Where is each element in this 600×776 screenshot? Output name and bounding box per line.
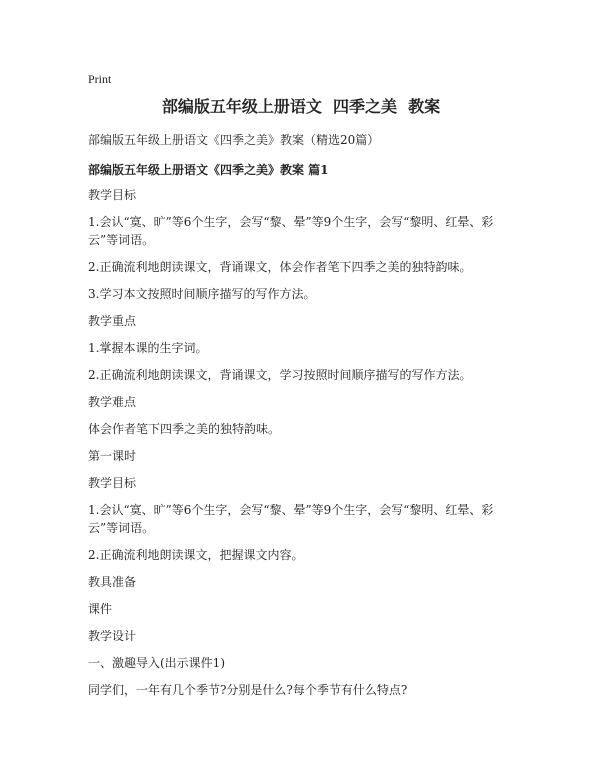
document-title: 部编版五年级上册语文 四季之美 教案 bbox=[161, 97, 441, 116]
paragraph-materials-label: 教具准备 bbox=[88, 575, 137, 589]
paragraph-goal-3: 3.学习本文按照时间顺序描写的写作方法。 bbox=[88, 287, 316, 301]
paragraph-key-points-label: 教学重点 bbox=[88, 314, 137, 328]
paragraph-lesson-goal-2: 2.正确流利地朗读课文，把握课文内容。 bbox=[88, 548, 304, 562]
paragraph-goal-1: 1.会认“寞、旷”等6个生字，会写“黎、晕”等9个生字，会写“黎明、红晕、彩云”等词语。 bbox=[88, 215, 494, 247]
paragraph-difficulty: 体会作者笔下四季之美的独特韵味。 bbox=[88, 422, 281, 436]
paragraph-goal-2: 2.正确流利地朗读课文，背诵课文，体会作者笔下四季之美的独特韵味。 bbox=[88, 260, 472, 274]
document-subtitle: 部编版五年级上册语文《四季之美》教案（精选20篇） bbox=[88, 133, 380, 147]
paragraph-difficulty-label: 教学难点 bbox=[88, 395, 137, 409]
document-page bbox=[88, 70, 514, 708]
print-label: Print bbox=[88, 72, 112, 86]
paragraph-teaching-goals-label: 教学目标 bbox=[88, 188, 137, 202]
paragraph-first-lesson-label: 第一课时 bbox=[88, 449, 137, 463]
paragraph-intro-question: 同学们，一年有几个季节?分别是什么?每个季节有什么特点? bbox=[88, 683, 408, 697]
paragraph-design-label: 教学设计 bbox=[88, 629, 137, 643]
paragraph-lesson-goals-label: 教学目标 bbox=[88, 476, 137, 490]
paragraph-materials: 课件 bbox=[88, 602, 113, 616]
paragraph-key-point-1: 1.掌握本课的生字词。 bbox=[88, 341, 208, 355]
paragraph-intro-step: 一、激趣导入(出示课件1) bbox=[88, 656, 225, 670]
paragraph-key-point-2: 2.正确流利地朗读课文，背诵课文，学习按照时间顺序描写的写作方法。 bbox=[88, 368, 472, 382]
section-heading: 部编版五年级上册语文《四季之美》教案 篇1 bbox=[88, 163, 329, 177]
paragraph-lesson-goal-1: 1.会认“寞、旷”等6个生字，会写“黎、晕”等9个生字，会写“黎明、红晕、彩云”等词语。 bbox=[88, 503, 494, 535]
